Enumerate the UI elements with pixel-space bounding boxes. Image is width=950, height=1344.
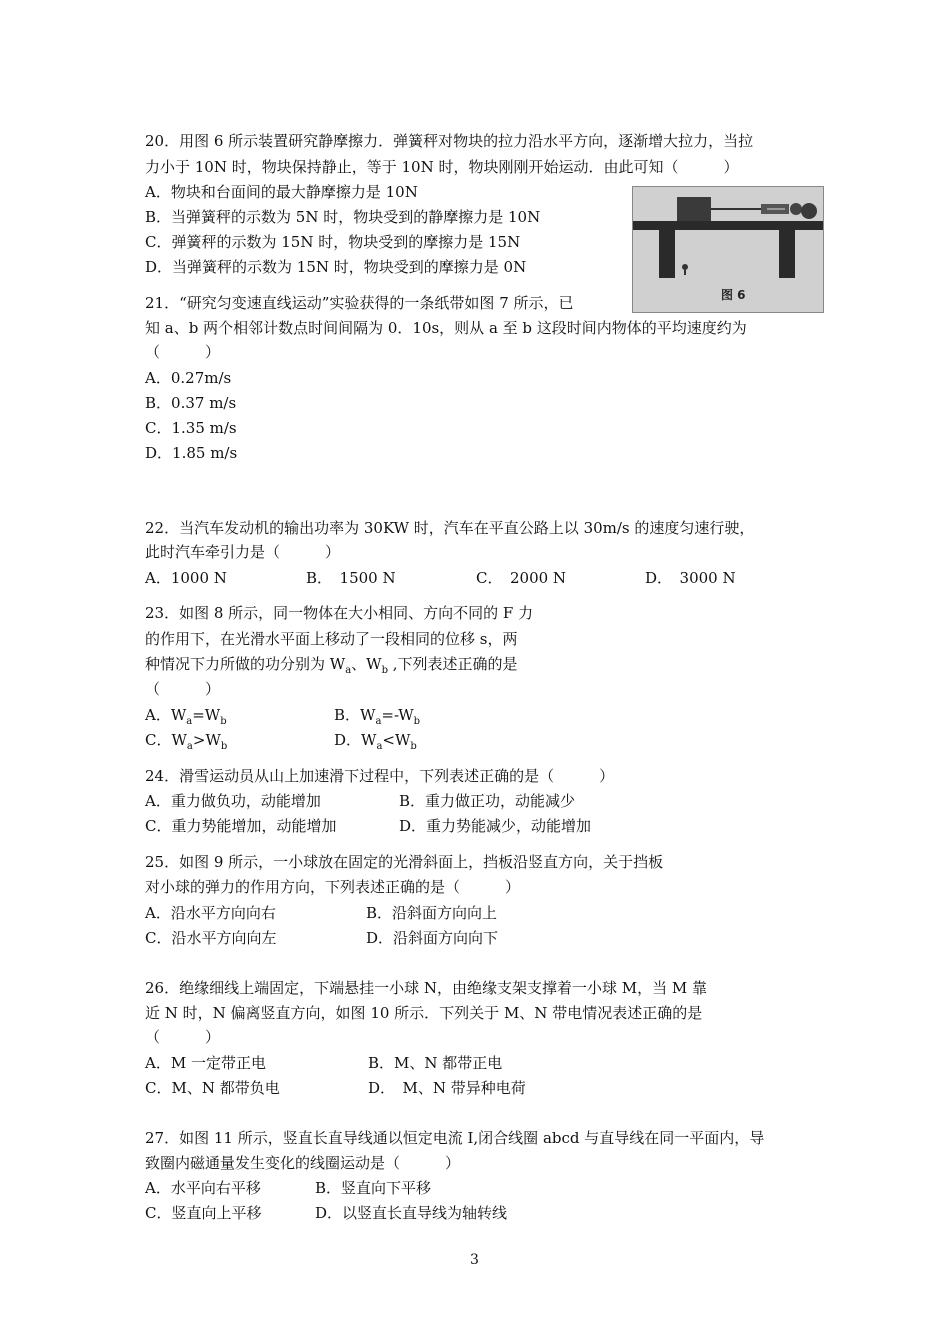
q25-option-a: A．沿水平方向向右 xyxy=(145,904,276,922)
q26-answer-paren: （ ） xyxy=(145,1028,221,1046)
q25-line2: 对小球的弹力的作用方向，下列表述正确的是（ ） xyxy=(145,878,521,896)
q22-option-c: C． 2000 N xyxy=(476,569,567,587)
q23-line1: 23．如图 8 所示，同一物体在大小相同、方向不同的 F 力 xyxy=(145,604,534,622)
q27-line1: 27．如图 11 所示，竖直长直导线通以恒定电流 I,闭合线圈 abcd 与直导线在同一平面内，导 xyxy=(145,1129,765,1147)
q24-option-c: C．重力势能增加，动能增加 xyxy=(145,817,337,835)
q23-line3-end: ,下列表述正确的是 xyxy=(387,655,518,673)
q20-option-b: B．当弹簧秤的示数为 5N 时，物块受到的静摩擦力是 10N xyxy=(145,208,541,226)
table-leg-left xyxy=(659,230,675,278)
q21-option-d: D．1.85 m/s xyxy=(145,444,238,462)
q24-option-b: B．重力做正功，动能减少 xyxy=(399,792,576,810)
q27-option-d: D．以竖直长直导线为轴转线 xyxy=(315,1204,508,1222)
q21-answer-paren: （ ） xyxy=(145,343,221,361)
page-number: 3 xyxy=(470,1252,479,1268)
q22-option-d: D． 3000 N xyxy=(645,569,736,587)
q24-option-d: D．重力势能减少，动能增加 xyxy=(399,817,592,835)
q26-line2: 近 N 时，N 偏离竖直方向，如图 10 所示．下列关于 M、N 带电情况表述正确的是 xyxy=(145,1004,703,1022)
q24-option-a: A．重力做负功，动能增加 xyxy=(145,792,321,810)
q22-line2: 此时汽车牵引力是（ ） xyxy=(145,543,341,561)
q22-option-b: B． 1500 N xyxy=(306,569,396,587)
q22-option-a: A．1000 N xyxy=(145,569,227,587)
q22-line1: 22．当汽车发动机的输出功率为 30KW 时，汽车在平直公路上以 30m/s 的速度匀速行驶， xyxy=(145,519,755,537)
q23-line3-text: 种情况下力所做的功分别为 W xyxy=(145,655,346,673)
q27-option-b: B．竖直向下平移 xyxy=(315,1179,432,1197)
q26-option-b: B．M、N 都带正电 xyxy=(368,1054,503,1072)
block-shape xyxy=(677,197,711,221)
q23-answer-paren: （ ） xyxy=(145,680,221,698)
q23-option-d: D．$W_a<W_b$ xyxy=(334,731,417,752)
q26-option-c: C．M、N 都带负电 xyxy=(145,1079,280,1097)
q23-option-a: A．$W_a=W_b$ xyxy=(145,706,227,727)
q26-option-d: D． M、N 带异种电荷 xyxy=(368,1079,526,1097)
q26-line1: 26．绝缘细线上端固定，下端悬挂一小球 N，由绝缘支架支撑着一小球 M，当 M 靠 xyxy=(145,979,708,997)
q27-line2: 致圈内磁通量发生变化的线圈运动是（ ） xyxy=(145,1154,461,1172)
q25-option-d: D．沿斜面方向向下 xyxy=(366,929,499,947)
table-top xyxy=(633,221,823,230)
q23-line3 xyxy=(145,654,518,674)
q26-option-a: A．M 一定带正电 xyxy=(145,1054,266,1072)
q25-option-c: C．沿水平方向向左 xyxy=(145,929,277,947)
q20-option-a: A．物块和台面间的最大静摩擦力是 10N xyxy=(145,183,418,201)
q21-line1: 21．“研究匀变速直线运动”实验获得的一条纸带如图 7 所示，已 xyxy=(145,294,574,312)
q23-sub-a: a xyxy=(345,665,352,676)
figure-6-drawing xyxy=(633,187,823,312)
hand-shape xyxy=(801,203,817,219)
figure-6-spring-scale-apparatus xyxy=(632,186,824,313)
q27-option-c: C．竖直向上平移 xyxy=(145,1204,262,1222)
q20-option-d: D．当弹簧秤的示数为 15N 时，物块受到的摩擦力是 0N xyxy=(145,258,527,276)
table-leg-right xyxy=(779,230,795,278)
q21-option-b: B．0.37 m/s xyxy=(145,394,237,412)
q21-line2: 知 a、b 两个相邻计数点时间间隔为 0．10s，则从 a 至 b 这段时间内物体的平均速度约为 xyxy=(145,319,747,337)
q21-option-c: C．1.35 m/s xyxy=(145,419,237,437)
q25-option-b: B．沿斜面方向向上 xyxy=(366,904,498,922)
q21-option-a: A．0.27m/s xyxy=(145,369,232,387)
q24-line1: 24．滑雪运动员从山上加速滑下过程中，下列表述正确的是（ ） xyxy=(145,767,615,785)
q20-option-c: C．弹簧秤的示数为 15N 时，物块受到的摩擦力是 15N xyxy=(145,233,521,251)
q20-line1: 20．用图 6 所示装置研究静摩擦力．弹簧秤对物块的拉力沿水平方向，逐渐增大拉力，当拉 xyxy=(145,132,754,150)
q23-sub-b: b xyxy=(381,665,388,676)
figure-6-label: 图 6 xyxy=(721,288,746,302)
q23-line3-sep: 、W xyxy=(351,655,382,673)
q25-line1: 25．如图 9 所示，一小球放在固定的光滑斜面上，挡板沿竖直方向，关于挡板 xyxy=(145,853,664,871)
q23-option-c: C．$W_a>W_b$ xyxy=(145,731,228,752)
q23-line2: 的作用下，在光滑水平面上移动了一段相同的位移 s，两 xyxy=(145,630,518,648)
q20-line2: 力小于 10N 时，物块保持静止，等于 10N 时，物块刚刚开始运动．由此可知（ ） xyxy=(145,158,739,176)
q27-option-a: A．水平向右平移 xyxy=(145,1179,261,1197)
q23-option-b: B．$W_a=-W_b$ xyxy=(334,706,421,727)
